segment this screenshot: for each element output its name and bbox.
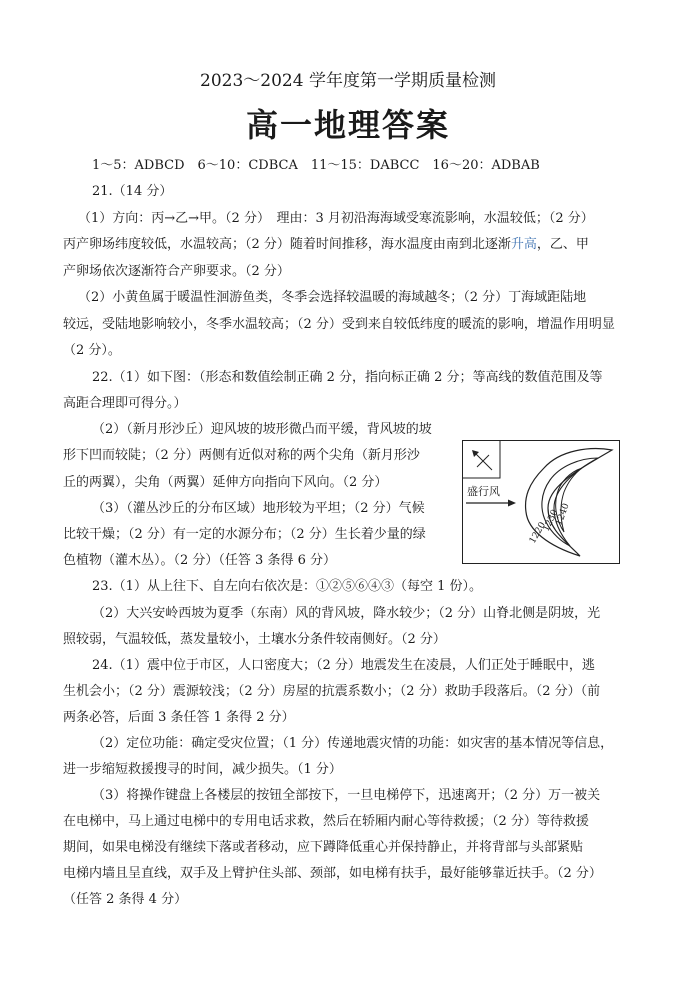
q21-line-2c: ，乙、甲 [536, 237, 589, 252]
q23-line-2: （2）大兴安岭西坡为夏季（东南）风的背风坡，降水较少；（2 分）山脊北侧是阴坡，光 [92, 606, 601, 621]
q21-line-2a: 丙产卵场纬度较低，水温较高；（2 分）随着时间推移，海水温度由南到北逐渐 [63, 237, 511, 252]
q22-line-4: 形下凹而较陡；（2 分）两侧有近似对称的两个尖角（新月形沙 [63, 448, 420, 463]
q22-line-6: （3）（灌丛沙丘的分布区域）地形较为平坦；（2 分）气候 [92, 501, 425, 516]
q21-heading: 21.（14 分） [92, 184, 173, 199]
contour-label-1230: 1230 [541, 508, 561, 534]
q21-line-6: （2 分）。 [63, 343, 121, 358]
direction-arrow-icon [472, 450, 492, 470]
q22-line-3: （2）（新月形沙丘）迎风坡的坡形微凸而平缓，背风坡的坡 [92, 422, 432, 437]
q22-line-2: 高距合理即可得分。） [63, 396, 187, 411]
q24-line-3: 两条必答，后面 3 条任答 1 条得 2 分） [63, 710, 295, 725]
q24-line-9: 电梯内墙且呈直线，双手及上臂护住头部、颈部，如电梯有扶手，最好能够靠近扶手。（2 分） [63, 866, 602, 881]
q22-line-1: 22.（1）如下图：（形态和数值绘制正确 2 分，指向标正确 2 分；等高线的数值范围及等 [92, 370, 603, 385]
q23-line-1: 23.（1）从上往下、自左向右依次是：①②⑤⑥④③（每空 1 份）。 [92, 579, 482, 594]
q22-line-8: 色植物（灌木丛）。（2 分）（任答 3 条得 6 分） [63, 553, 336, 568]
page-title: 高一地理答案 [245, 106, 450, 144]
q21-line-5: 较远，受陆地影响较小，冬季水温较高；（2 分）受到来自较低纬度的暖流的影响，增温作用明显 [63, 317, 615, 332]
q24-line-5: 进一步缩短救援搜寻的时间，减少损失。（1 分） [63, 762, 342, 777]
q21-highlight-word: 升高 [510, 237, 537, 252]
wind-arrow-icon [466, 500, 516, 507]
q21-line-4: （2）小黄鱼属于暖温性洄游鱼类，冬季会选择较温暖的海域越冬；（2 分）丁海域距陆地 [78, 290, 587, 305]
q24-line-10: （任答 2 条得 4 分） [63, 892, 188, 907]
q24-line-2: 生机会小；（2 分）震源较浅；（2 分）房屋的抗震系数小；（2 分）救助手段落后。（2 分）（前 [63, 684, 601, 699]
q23-line-3: 照较弱，气温较低，蒸发量较小，土壤水分条件较南侧好。（2 分） [63, 632, 446, 647]
exam-subtitle: 2023～2024 学年度第一学期质量检测 [200, 71, 496, 91]
contour-label-1240: 1240 [554, 502, 572, 528]
q24-line-4: （2）定位功能：确定受灾位置；（1 分）传递地震灾情的功能：如灾害的基本情况等信息， [92, 736, 614, 751]
q22-line-5: 丘的两翼），尖角（两翼）延伸方向指向下风向。（2 分） [63, 475, 388, 490]
q24-line-6: （3）将操作键盘上各楼层的按钮全部按下，一旦电梯停下，迅速离开；（2 分）万一被关 [92, 788, 601, 803]
q24-line-1: 24.（1）震中位于市区，人口密度大；（2 分）地震发生在凌晨，人们正处于睡眠中，逃 [92, 658, 595, 673]
contour-label-1220: 1220 [527, 520, 549, 546]
mcq-answers: 1～5：ADBCD 6～10：CDBCA 11～15：DABCC 16～20：ADBAB [92, 158, 540, 173]
q21-line-2 [63, 238, 589, 251]
q24-line-7: 在电梯中，马上通过电梯中的专用电话求救，然后在轿厢内耐心等待救援；（2 分）等待救援 [63, 814, 589, 829]
q21-line-1: （1）方向：丙→乙→甲。（2 分） 理由：3 月初沿海海域受寒流影响，水温较低；（2 分） [78, 211, 594, 226]
wind-label: 盛行风 [467, 485, 500, 498]
crescent-dune-figure [462, 440, 620, 564]
q22-line-7: 比较干燥；（2 分）有一定的水源分布；（2 分）生长着少量的绿 [63, 527, 426, 542]
q24-line-8: 期间，如果电梯没有继续下落或者移动，应下蹲降低重心并保持静止，并将背部与头部紧贴 [63, 840, 584, 855]
q21-line-3: 产卵场依次逐渐符合产卵要求。（2 分） [63, 264, 290, 279]
